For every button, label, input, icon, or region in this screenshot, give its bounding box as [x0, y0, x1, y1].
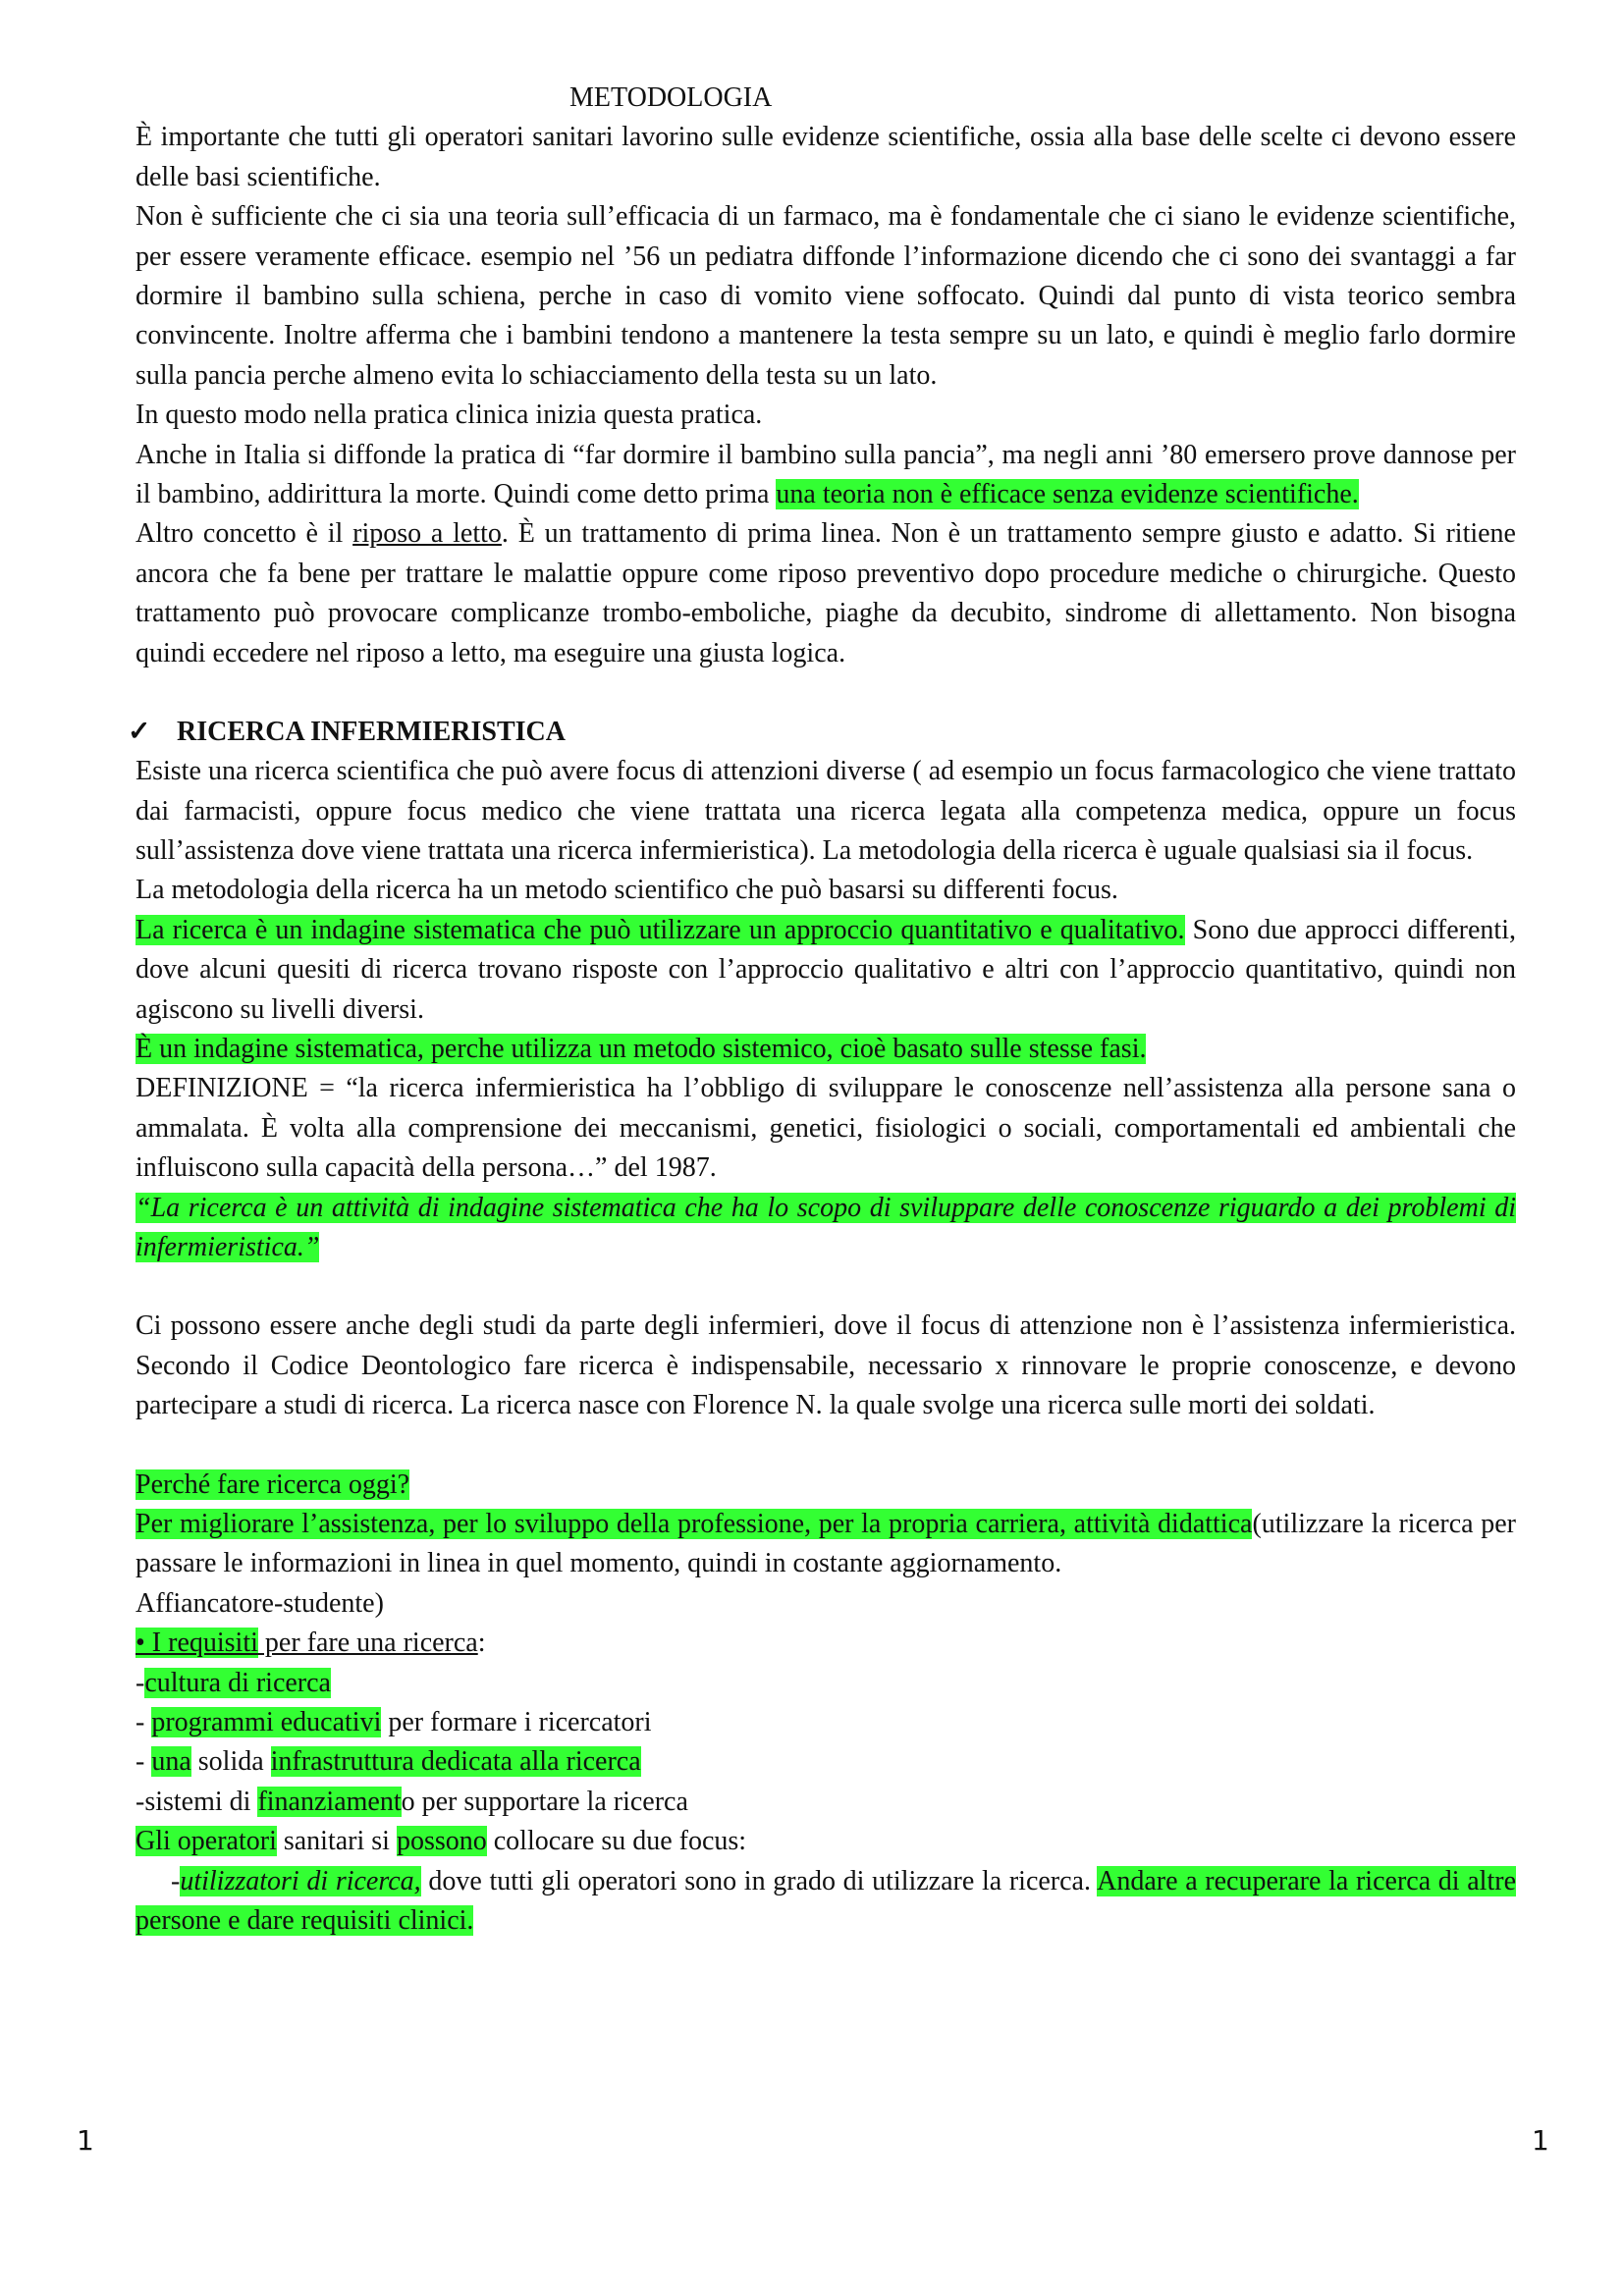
- paragraph-practice: In questo modo nella pratica clinica inizia questa pratica.: [135, 400, 763, 431]
- checkmark-icon: ✓: [128, 717, 151, 748]
- highlighted-text: Andare a recuperare la ricerca di altre persone e dare requisiti clinici.: [135, 1865, 1516, 1937]
- document-page: [128, 79, 1516, 1941]
- document-title: METODOLOGIA: [569, 82, 773, 113]
- paragraph-theory: Non è sufficiente che ci sia una teoria sull’efficacia di un farmaco, ma è fondamentale che ci siano le evidenze scientifiche, per essere veramente efficace. esempio nel ’56 un pediatra diffonde l’informazione dicendo che ci sono dei svantaggi a far dormire il bambino sulla schiena, perche in caso di vomito viene soffocato. Quindi dal punto di vista teorico sembra convincente. Inoltre afferma che i bambini tendono a mantenere la testa sempre su un lato, e quindi è meglio farlo dormire sulla pancia perche almeno evita lo schiacciamento della testa su un lato.: [135, 201, 1516, 391]
- paragraph-bed-rest: [135, 514, 1516, 673]
- list-item: [135, 1742, 1516, 1782]
- text-run: -: [171, 1865, 181, 1896]
- paragraph-tutor: Affiancatore-studente): [135, 1587, 384, 1619]
- paragraph-systematic: [135, 911, 1516, 1030]
- paragraph-users: [135, 1862, 1516, 1942]
- paragraph-method: La metodologia della ricerca ha un metodo scientifico che può basarsi su differenti focus.: [135, 875, 1118, 906]
- spacer: [135, 1426, 1516, 1466]
- heading-text: RICERCA INFERMIERISTICA: [177, 717, 566, 748]
- text-run: Altro concetto è il: [135, 518, 353, 550]
- highlighted-text: infrastruttura dedicata alla ricerca: [270, 1746, 641, 1778]
- paragraph-improve: [135, 1505, 1516, 1584]
- highlighted-text: Perché fare ricerca oggi?: [135, 1468, 410, 1500]
- highlighted-text: Per migliorare l’assistenza, per lo sviluppo della professione, per la propria carriera, attività didattica: [135, 1509, 1253, 1539]
- highlighted-text: finanziament: [257, 1786, 402, 1817]
- highlighted-text: possono: [396, 1826, 487, 1857]
- highlighted-text: una teoria non è efficace senza evidenze scientifiche.: [776, 479, 1359, 510]
- paragraph-italy: [135, 436, 1516, 515]
- highlighted-quote: “La ricerca è un attività di indagine sistematica che ha lo scopo di sviluppare delle conoscenze riguardo a dei problemi di infermieristica.”: [135, 1192, 1516, 1262]
- text-run: collocare su due focus:: [486, 1826, 747, 1857]
- highlighted-italic-text: utilizzatori di ricerca,: [180, 1865, 421, 1896]
- paragraph-nurses: Ci possono essere anche degli studi da parte degli infermieri, dove il focus di attenzione non è l’assistenza infermieristica. Secondo il Codice Deontologico fare ricerca è indispensabile, necessario x rinnovare le proprie conoscenze, e devono partecipare a studi di ricerca. La ricerca nasce con Florence N. la quale svolge una ricerca sulle morti dei soldati.: [135, 1310, 1516, 1421]
- requirements-title: [135, 1624, 1516, 1663]
- list-item: [135, 1783, 1516, 1822]
- spacer: [135, 1267, 1516, 1307]
- text-run: Anche in Italia si diffonde la pratica di “far dormire il bambino sulla pancia”, ma negli anni ’80 emersero prove dannose per il bambino, addirittura la morte. Quindi come detto prima: [135, 439, 1516, 510]
- paragraph-operators: [135, 1822, 1516, 1861]
- text-run: (utilizzare la ricerca per passare le informazioni in linea in quel momento, quindi in costante aggiornamento.: [135, 1509, 1516, 1579]
- text-run: o per supportare la ricerca: [401, 1786, 688, 1817]
- highlighted-text: cultura di ricerca: [144, 1667, 331, 1698]
- spacer: [135, 673, 1516, 713]
- text-run: solida: [190, 1746, 271, 1778]
- list-item: [135, 1703, 1516, 1742]
- text-run: dove tutti gli operatori sono in grado di utilizzare la ricerca.: [420, 1865, 1098, 1896]
- text-run: -: [135, 1746, 152, 1778]
- page-number-left: 1: [77, 2124, 94, 2157]
- text-run: Sono due approcci differenti, dove alcuni quesiti di ricerca trovano risposte con l’approccio qualitativo e altri con l’approccio quantitativo, quindi non agiscono su livelli diversi.: [135, 914, 1516, 1025]
- highlighted-text: una: [151, 1746, 191, 1778]
- text-run: -sistemi di: [135, 1786, 258, 1817]
- highlighted-text: Gli operatori: [135, 1826, 277, 1857]
- paragraph-quote: [135, 1189, 1516, 1268]
- text-run: :: [477, 1628, 486, 1659]
- section-heading: [128, 713, 1516, 752]
- highlighted-text: È un indagine sistematica, perche utilizza un metodo sistemico, cioè basato sulle stesse fasi.: [135, 1033, 1147, 1064]
- paragraph-definition: DEFINIZIONE = “la ricerca infermieristica ha l’obbligo di sviluppare le conoscenze nell’assistenza alla persone sana o ammalata. È volta alla comprensione dei meccanismi, genetici, fisiologici o sociali, comportamentali ed ambientali che influiscono sulla capacità della persona…” del 1987.: [135, 1073, 1516, 1184]
- highlighted-underlined-text: • I requisiti: [135, 1628, 258, 1659]
- underlined-text: per fare una ricerca: [257, 1628, 478, 1659]
- text-run: . È un trattamento di prima linea. Non è un trattamento sempre giusto e adatto. Si ritiene ancora che fa bene per trattare le malattie oppure come riposo preventivo dopo procedure mediche o chirurgiche. Questo trattamento può provocare complicanze trombo-emboliche, piaghe da decubito, sindrome di allettamento. Non bisogna quindi eccedere nel riposo a letto, ma eseguire una giusta logica.: [135, 518, 1516, 668]
- paragraph-why: [135, 1466, 1516, 1505]
- paragraph-focus: Esiste una ricerca scientifica che può avere focus di attenzioni diverse ( ad esempio un focus farmacologico che viene trattato dai farmacisti, oppure focus medico che viene trattata una ricerca legata alla competenza medica, oppure un focus sull’assistenza dove viene trattata una ricerca infermieristica). La metodologia della ricerca è uguale qualsiasi sia il focus.: [135, 756, 1516, 866]
- highlighted-text: programmi educativi: [151, 1707, 382, 1738]
- page-number-right: 1: [1532, 2124, 1549, 2157]
- text-run: -: [135, 1667, 145, 1698]
- underlined-text: riposo a letto: [352, 518, 502, 550]
- list-item: [135, 1664, 1516, 1703]
- text-run: -: [135, 1707, 152, 1738]
- text-run: per formare i ricercatori: [381, 1707, 652, 1738]
- highlighted-text: La ricerca è un indagine sistematica che può utilizzare un approccio quantitativo e qualitativo.: [135, 914, 1185, 945]
- text-run: sanitari si: [276, 1826, 397, 1857]
- paragraph-intro: È importante che tutti gli operatori sanitari lavorino sulle evidenze scientifiche, ossia alla base delle scelte ci devono essere delle basi scientifiche.: [135, 122, 1516, 192]
- paragraph-systemic: [135, 1030, 1516, 1069]
